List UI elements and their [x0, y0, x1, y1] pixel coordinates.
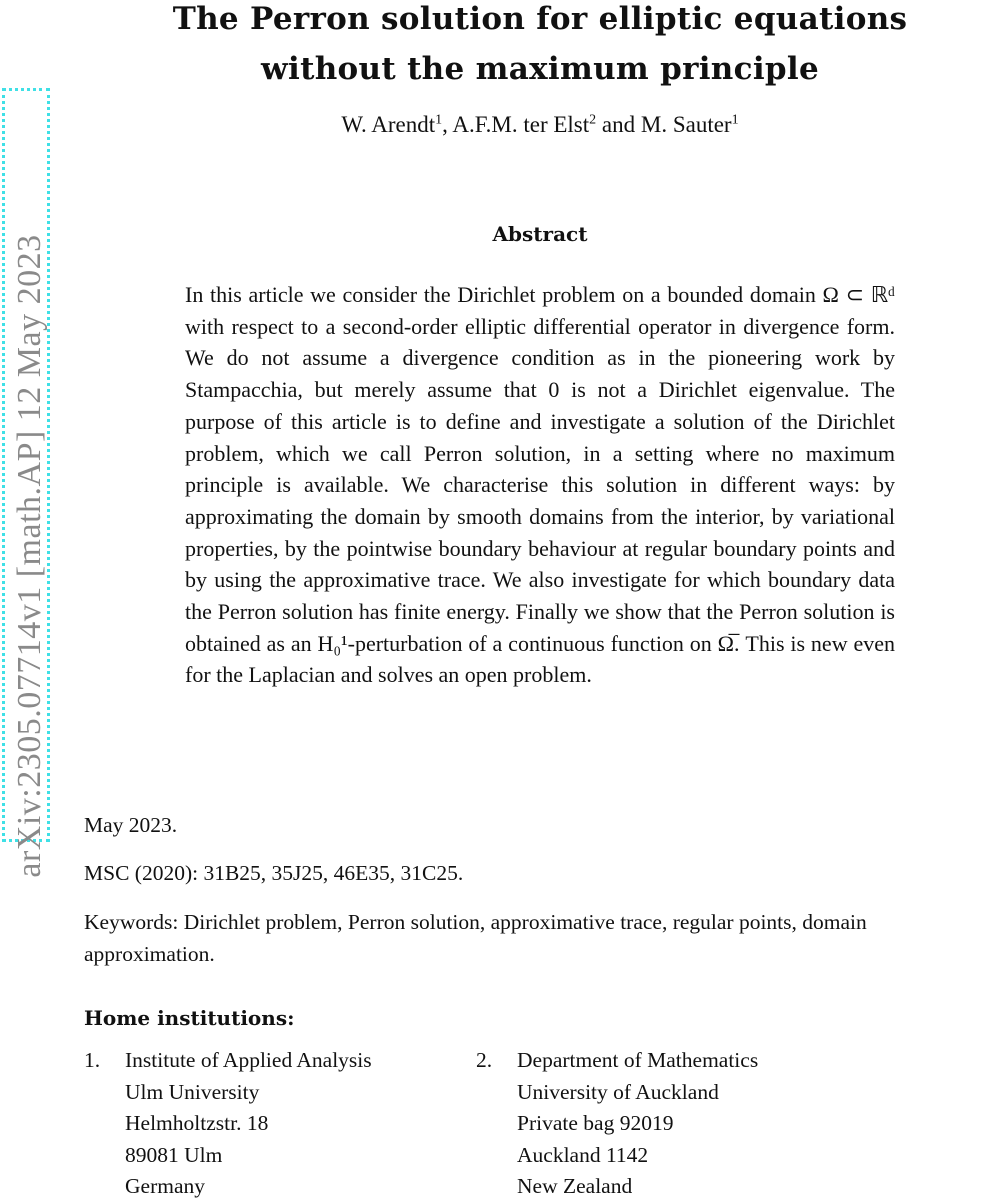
- arxiv-stamp-text: arXiv:2305.07714v1 [math.AP] 12 May 2023: [11, 234, 48, 878]
- abstract-heading: Abstract: [492, 222, 588, 246]
- author-affiliation: 1: [435, 112, 443, 128]
- address-line: Institute of Applied Analysis: [125, 1048, 372, 1072]
- address-line: University of Auckland: [517, 1079, 719, 1104]
- address-line: Private bag 92019: [517, 1111, 674, 1135]
- title-line-2: without the maximum principle: [261, 51, 819, 87]
- address-line: Helmholtzstr. 18: [125, 1111, 269, 1135]
- arxiv-stamp: [2, 88, 50, 878]
- author-name: W. Arendt: [341, 112, 436, 137]
- author-name: A.F.M. ter Elst: [452, 112, 590, 137]
- keywords: Keywords: Dirichlet problem, Perron solution, approximative trace, regular points, domain approximation.: [84, 910, 867, 966]
- institution-address: [125, 1045, 372, 1203]
- institution-address: [517, 1045, 758, 1203]
- paper-date: May 2023.: [84, 813, 178, 837]
- institutions-heading: Home institutions:: [84, 1006, 295, 1030]
- author-name: M. Sauter: [640, 112, 732, 137]
- institution-number: 1.: [84, 1048, 101, 1072]
- address-line: Department of Mathematics: [517, 1048, 759, 1072]
- address-line: Germany: [125, 1174, 205, 1198]
- msc-classification: MSC (2020): 31B25, 35J25, 46E35, 31C25.: [84, 861, 464, 885]
- abstract-body: In this article we consider the Dirichlet problem on a bounded domain Ω ⊂ ℝᵈ with respect to a second-order elliptic differential operator in divergence form. We do not assume a divergence condition as in the pioneering work by Stampacchia, but merely assume that 0 is not a Dirichlet eigenvalue. The purpose of this article is to define and investigate a solution of the Dirichlet problem, which we call Perron solution, in a setting where no maximum principle is available. We characterise this solution in different ways: by approximating the domain by smooth domains from the interior, by variational properties, by the pointwise boundary behaviour at regular boundary points and by using the approximative trace. We also investigate for which boundary data the Perron solution has finite energy. Finally we show that the Perron solution is obtained as an H₀¹-perturbation of a continuous function on Ω̅. This is new even for the Laplacian and solves an open problem.: [185, 282, 895, 688]
- author-affiliation: 1: [731, 112, 739, 128]
- address-line: Ulm University: [125, 1079, 260, 1104]
- address-line: New Zealand: [517, 1174, 633, 1198]
- author-separator: and: [596, 112, 641, 137]
- author-affiliation: 2: [589, 112, 597, 128]
- paper-title: [140, 0, 940, 94]
- address-line: Auckland 1142: [517, 1142, 649, 1167]
- title-line-1: The Perron solution for elliptic equations: [172, 1, 908, 37]
- address-line: 89081 Ulm: [125, 1142, 223, 1167]
- institution-number: 2.: [476, 1048, 493, 1072]
- author-separator: ,: [442, 112, 453, 137]
- author-list: [140, 112, 940, 138]
